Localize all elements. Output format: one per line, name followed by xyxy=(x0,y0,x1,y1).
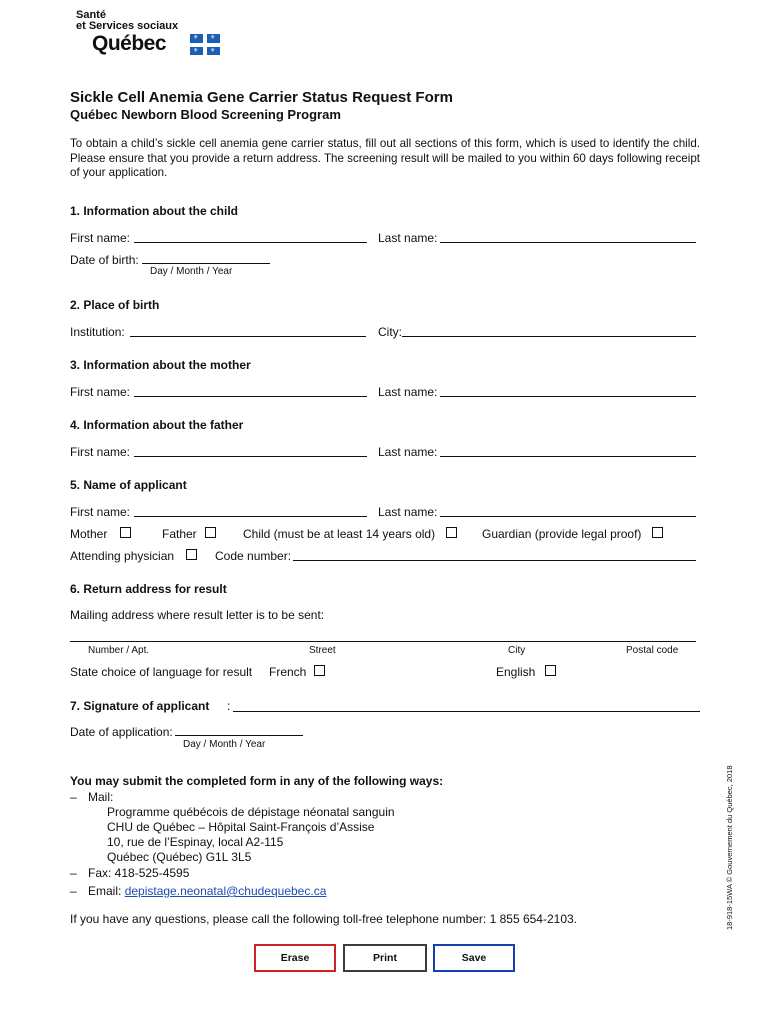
fax-number: Fax: 418-525-4595 xyxy=(88,866,190,880)
print-button[interactable]: Print xyxy=(343,944,427,972)
erase-button[interactable]: Erase xyxy=(254,944,336,972)
birth-city-field[interactable] xyxy=(402,323,696,337)
logo-line-2: et Services sociaux xyxy=(76,20,179,32)
mother-last-name-field[interactable] xyxy=(440,383,696,397)
mail-address-line-2: CHU de Québec – Hôpital Saint-François d’Assise xyxy=(107,820,375,834)
address-city-hint: City xyxy=(508,645,526,656)
mother-first-name-field[interactable] xyxy=(134,383,367,397)
mailing-address-field[interactable] xyxy=(70,628,696,642)
father-first-name-field[interactable] xyxy=(134,443,367,457)
mail-dash: – xyxy=(70,790,77,804)
language-choice-label: State choice of language for result xyxy=(70,665,253,679)
father-last-name-field[interactable] xyxy=(440,443,696,457)
applicant-first-name-field[interactable] xyxy=(134,503,367,517)
code-number-field[interactable] xyxy=(293,547,696,561)
english-label: English xyxy=(496,665,536,679)
applicant-father-checkbox[interactable] xyxy=(205,527,216,538)
code-number-label: Code number: xyxy=(215,549,292,563)
section-3-title: 3. Information about the mother xyxy=(70,358,251,372)
section-5-title: 5. Name of applicant xyxy=(70,478,187,492)
submission-heading: You may submit the completed form in any of the following ways: xyxy=(70,774,444,788)
address-street-hint: Street xyxy=(309,645,336,656)
applicant-mother-label: Mother xyxy=(70,527,108,541)
institution-label: Institution: xyxy=(70,325,125,339)
form-subtitle: Québec Newborn Blood Screening Program xyxy=(70,107,341,122)
applicant-child-label: Child (must be at least 14 years old) xyxy=(243,527,436,541)
address-postal-hint: Postal code xyxy=(626,645,679,656)
applicant-last-name-field[interactable] xyxy=(440,503,696,517)
logo-wordmark: Québec xyxy=(92,32,167,55)
mother-first-name-label: First name: xyxy=(70,385,131,399)
applicant-mother-checkbox[interactable] xyxy=(120,527,131,538)
french-label: French xyxy=(269,665,307,679)
child-dob-hint: Day / Month / Year xyxy=(150,266,233,277)
phone-note: If you have any questions, please call the following toll-free telephone number: 1 855 654-2103. xyxy=(70,912,577,926)
child-first-name-label: First name: xyxy=(70,231,131,245)
section-2-title: 2. Place of birth xyxy=(70,298,160,312)
mail-address-line-4: Québec (Québec) G1L 3L5 xyxy=(107,850,252,864)
email-dash: – xyxy=(70,884,77,898)
father-last-name-label: Last name: xyxy=(378,445,438,459)
mail-address-line-3: 10, rue de l’Espinay, local A2-115 xyxy=(107,835,284,849)
section-4-title: 4. Information about the father xyxy=(70,418,244,432)
mail-label: Mail: xyxy=(88,790,114,804)
institution-field[interactable] xyxy=(130,323,366,337)
form-code-copyright: 18-918-15WA © Gouvernement du Québec, 2018 xyxy=(725,765,734,930)
quebec-logo xyxy=(62,4,234,66)
attending-physician-checkbox[interactable] xyxy=(186,549,197,560)
fax-dash: – xyxy=(70,866,77,880)
date-of-application-hint: Day / Month / Year xyxy=(183,739,266,750)
address-number-hint: Number / Apt. xyxy=(88,645,150,656)
date-of-application-label: Date of application: xyxy=(70,725,173,739)
applicant-guardian-checkbox[interactable] xyxy=(652,527,663,538)
date-of-application-field[interactable] xyxy=(175,722,303,736)
email-label: Email: xyxy=(88,884,125,898)
section-6-title: 6. Return address for result xyxy=(70,582,227,596)
email-link[interactable]: depistage.neonatal@chudequebec.ca xyxy=(124,884,327,898)
section-1-title: 1. Information about the child xyxy=(70,204,238,218)
applicant-first-name-label: First name: xyxy=(70,505,131,519)
city-label: City: xyxy=(378,325,402,339)
applicant-guardian-label: Guardian (provide legal proof) xyxy=(482,527,642,541)
child-dob-field[interactable] xyxy=(142,250,270,264)
mother-last-name-label: Last name: xyxy=(378,385,438,399)
father-first-name-label: First name: xyxy=(70,445,131,459)
email-row xyxy=(88,884,326,898)
child-last-name-label: Last name: xyxy=(378,231,438,245)
save-button[interactable]: Save xyxy=(433,944,515,972)
logo-line-1: Santé xyxy=(76,9,106,21)
applicant-last-name-label: Last name: xyxy=(378,505,438,519)
signature-field[interactable] xyxy=(233,697,700,712)
french-checkbox[interactable] xyxy=(314,665,325,676)
mailing-address-label: Mailing address where result letter is to be sent: xyxy=(70,608,325,622)
child-dob-label: Date of birth: xyxy=(70,253,139,267)
intro-paragraph: To obtain a child’s sickle cell anemia gene carrier status, fill out all sections of this form, which is used to identify the child. Please ensure that you provide a return address. The screening result will be mailed to you within 60 days following receipt of your application. xyxy=(70,137,700,179)
section-7-title: 7. Signature of applicant xyxy=(70,699,210,713)
applicant-father-label: Father xyxy=(162,527,197,541)
attending-physician-label: Attending physician xyxy=(70,549,175,563)
mail-address-line-1: Programme québécois de dépistage néonatal sanguin xyxy=(107,805,395,819)
fleur-de-lis-flag-icon: ⚜ ⚜ ⚜ ⚜ xyxy=(190,34,220,55)
signature-colon: : xyxy=(227,699,231,713)
child-first-name-field[interactable] xyxy=(134,229,367,243)
english-checkbox[interactable] xyxy=(545,665,556,676)
child-last-name-field[interactable] xyxy=(440,229,696,243)
applicant-child-checkbox[interactable] xyxy=(446,527,457,538)
form-title: Sickle Cell Anemia Gene Carrier Status Request Form xyxy=(70,89,453,106)
